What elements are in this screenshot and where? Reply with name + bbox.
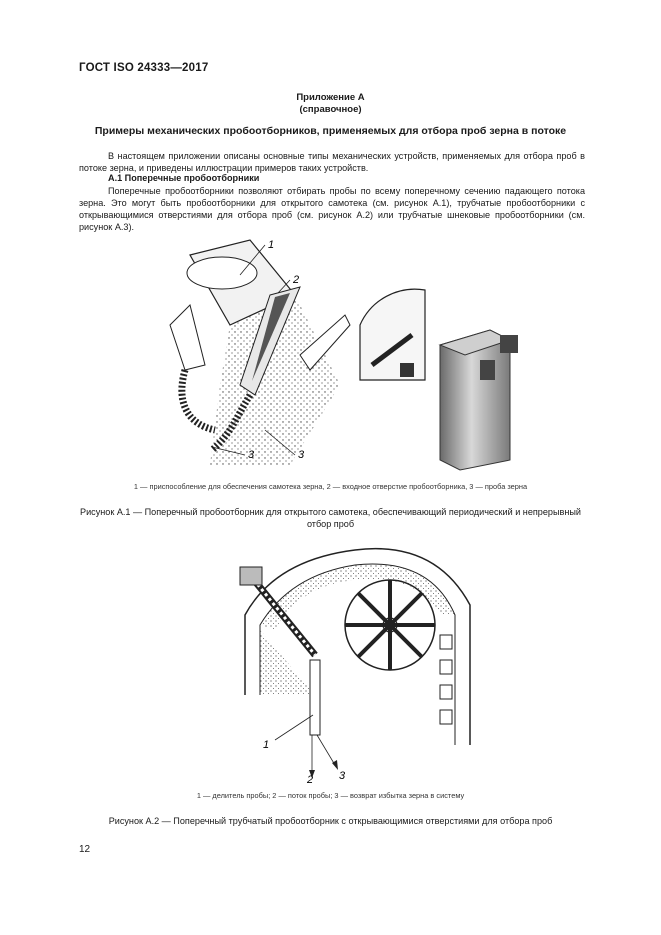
sampler-dial-device [360, 289, 425, 380]
figure-a1-legend: 1 — приспособление для обеспечения самотека зерна, 2 — входное отверстие пробоотборника, 3 — проба зерна [133, 482, 528, 491]
page-number: 12 [79, 844, 91, 855]
figure-a1-caption: Рисунок А.1 — Поперечный пробоотборник для открытого самотека, обеспечивающий периодический и непрерывный отбор проб [80, 507, 581, 529]
figure-a2-illustration [235, 545, 475, 785]
document-code: ГОСТ ISO 24333—2017 [79, 62, 209, 74]
fig1-label-3b: 3 [298, 449, 305, 461]
annex-subtitle: (справочное) [299, 104, 362, 115]
figure-a1-illustration [150, 235, 620, 475]
section-paragraph: Поперечные пробоотборники позволяют отбирать пробы по всему поперечному сечению падающего потока зерна. Это могут быть пробоотборники для открытого самотека (см. рисунок А.1), трубчатые пробоотборники с открывающимися отверстиями для отбора проб (см. рисунок А.2) или трубчатые шнековые пробоотборники (см. рисунок А.3). [79, 186, 585, 232]
section-title: А.1 Поперечные пробоотборники [108, 173, 260, 183]
fig1-label-2: 2 [293, 274, 300, 286]
bucket-wheel [345, 580, 435, 670]
sampler-tube [240, 567, 315, 655]
figure-a2-legend: 1 — делитель пробы; 2 — поток пробы; 3 — возврат избытка зерна в систему [196, 791, 465, 800]
fig2-label-2: 2 [307, 774, 314, 785]
sampler-cabinet [440, 330, 518, 470]
annex-heading: Примеры механических пробоотборников, применяемых для отбора проб зерна в потоке [94, 125, 567, 137]
fig2-label-1: 1 [263, 739, 270, 751]
fig2-label-3: 3 [339, 770, 346, 782]
figure-a2-caption: Рисунок А.2 — Поперечный трубчатый пробоотборник с открывающимися отверстиями для отбора проб [108, 816, 553, 826]
fig1-label-1: 1 [268, 239, 275, 251]
intro-paragraph: В настоящем приложении описаны основные типы механических устройств, применяемых для отбора проб в потоке зерна, и приведены иллюстрации примеров таких устройств. [79, 151, 585, 173]
annex-title: Приложение А [296, 92, 365, 103]
elevator-buckets [440, 635, 452, 724]
fig1-label-3a: 3 [248, 449, 255, 461]
